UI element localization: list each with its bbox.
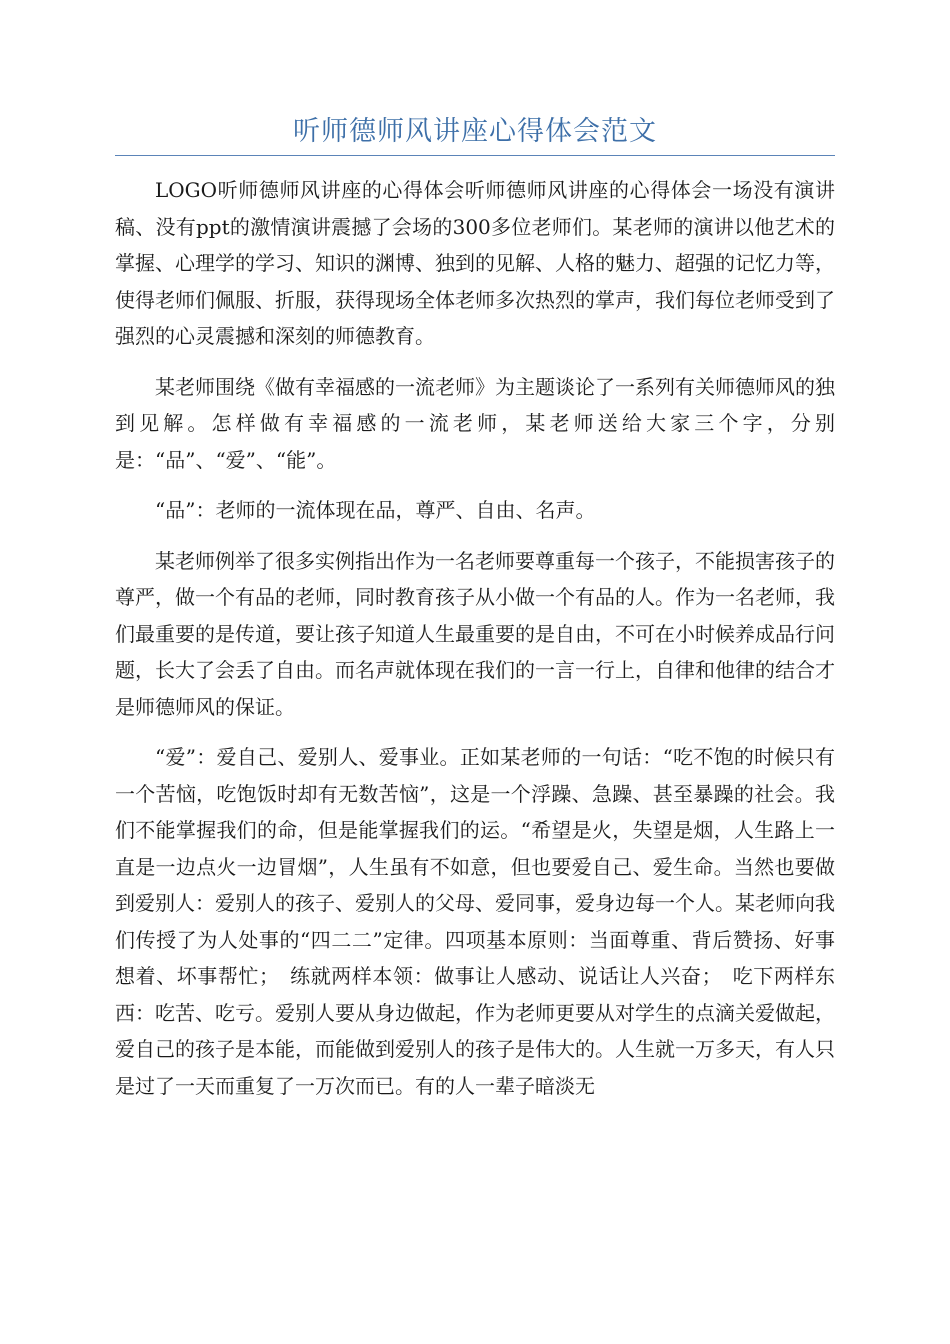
paragraph-5: “爱”：爱自己、爱别人、爱事业。正如某老师的一句话：“吃不饱的时候只有一个苦恼，吃饱饭时却有无数苦恼”，这是一个浮躁、急躁、甚至暴躁的社会。我们不能掌握我们的命，但是能掌握我们的运。“希望是火，失望是烟，人生路上一直是一边点火一边冒烟”，人生虽有不如意，但也要爱自己、爱生命。当然也要做到爱别人：爱别人的孩子、爱别人的父母、爱同事，爱身边每一个人。某老师向我们传授了为人处事的“四二二”定律。四项基本原则：当面尊重、背后赞扬、好事想着、坏事帮忙； 练就两样本领：做事让人感动、说话让人兴奋； 吃下两样东西：吃苦、吃亏。爱别人要从身边做起，作为老师更要从对学生的点滴关爱做起，爱自己的孩子是本能，而能做到爱别人的孩子是伟大的。人生就一万多天，有人只是过了一天而重复了一万次而已。有的人一辈子暗淡无 [115,745,835,1098]
document-body [115,172,835,1118]
paragraph-4: 某老师例举了很多实例指出作为一名老师要尊重每一个孩子，不能损害孩子的尊严，做一个有品的老师，同时教育孩子从小做一个有品的人。作为一名老师，我们最重要的是传道，要让孩子知道人生最重要的是自由，不可在小时候养成品行问题，长大了会丢了自由。而名声就体现在我们的一言一行上，自律和他律的结合才是师德师风的保证。 [115,548,835,719]
title-underline [115,155,835,156]
paragraph-3: “品”：老师的一流体现在品，尊严、自由、名声。 [155,498,596,522]
paragraph-2: 某老师围绕《做有幸福感的一流老师》为主题谈论了一系列有关师德师风的独到见解。怎样做有幸福感的一流老师，某老师送给大家三个字，分别是：“品”、“爱”、“能”。 [115,374,835,472]
paragraph-1: LOGO听师德师风讲座的心得体会听师德师风讲座的心得体会一场没有演讲稿、没有ppt的激情演讲震撼了会场的300多位老师们。某老师的演讲以他艺术的掌握、心理学的学习、知识的渊博、独到的见解、人格的魅力、超强的记忆力等，使得老师们佩服、折服，获得现场全体老师多次热烈的掌声，我们每位老师受到了强烈的心灵震撼和深刻的师德教育。 [115,178,835,348]
document-title: 听师德师风讲座心得体会范文 [293,116,657,147]
